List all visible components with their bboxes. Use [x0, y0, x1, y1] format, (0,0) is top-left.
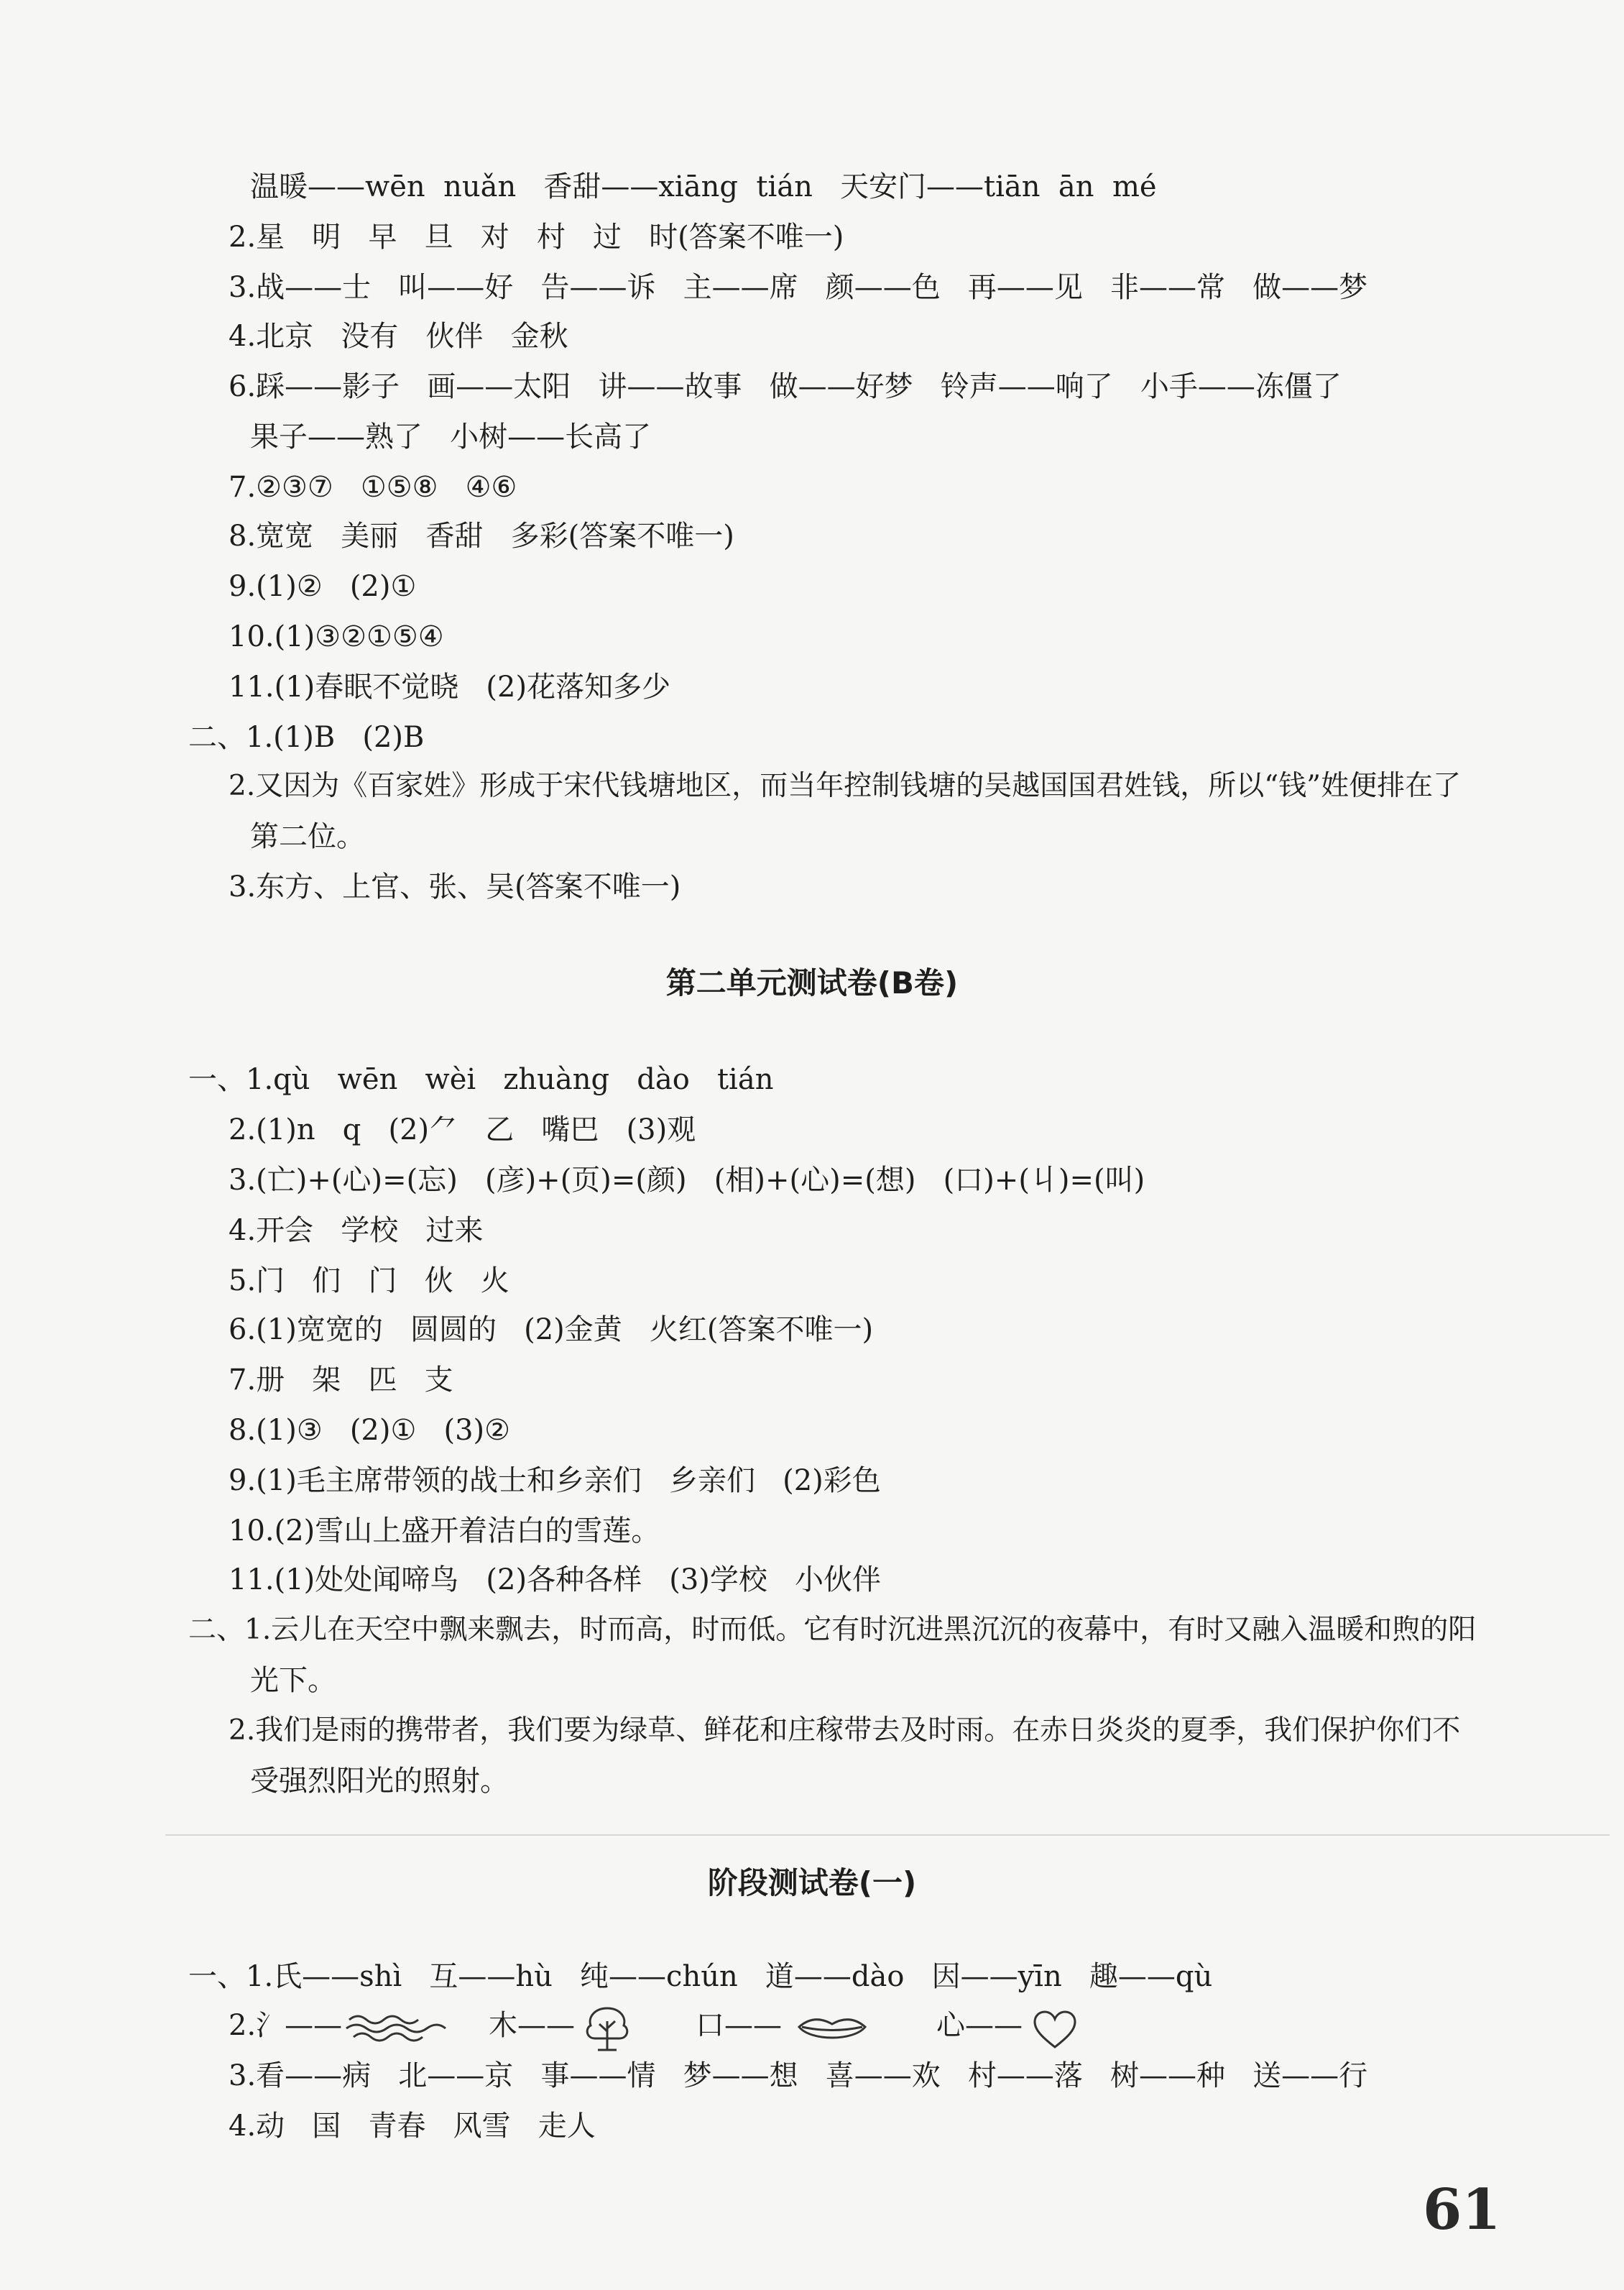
radical-water-label: 2.氵——	[229, 2009, 343, 2042]
answer-line: 二、1.(1)B (2)B	[188, 721, 425, 754]
answer-line: 受强烈阳光的照射。	[250, 1765, 509, 1798]
answer-line: 5.门 们 门 伙 火	[229, 1264, 509, 1297]
answer-line: 一、1.氏——shì 互——hù 纯——chún 道——dào 因——yīn 趣——qù	[188, 1960, 1213, 1993]
answer-line: 3.战——士 叫——好 告——诉 主——席 颜——色 再——见 非——常 做——梦	[229, 271, 1368, 304]
answer-line: 一、1.qù wēn wèi zhuàng dào tián	[188, 1063, 774, 1096]
answer-line: 4.开会 学校 过来	[229, 1214, 484, 1247]
answer-line: 9.(1)② (2)①	[229, 570, 417, 603]
answer-line: 果子——熟了 小树——长高了	[250, 420, 652, 454]
section-title: 第二单元测试卷(B卷)	[665, 965, 959, 1001]
answer-line: 10.(1)③②①⑤④	[229, 620, 444, 653]
answer-line: 6.(1)宽宽的 圆圆的 (2)金黄 火红(答案不唯一)	[229, 1313, 874, 1346]
mouth-lips-icon	[796, 2013, 868, 2046]
answer-line: 第二位。	[250, 820, 365, 853]
answer-line: 11.(1)春眠不觉晓 (2)花落知多少	[229, 671, 671, 704]
answer-line: 10.(2)雪山上盛开着洁白的雪莲。	[229, 1514, 660, 1548]
answer-line: 3.看——病 北——京 事——情 梦——想 喜——欢 村——落 树——种 送——行	[229, 2059, 1368, 2092]
radical-wood-label: 木——	[489, 2009, 575, 2042]
answer-line: 9.(1)毛主席带领的战士和乡亲们 乡亲们 (2)彩色	[229, 1464, 881, 1497]
answer-line: 6.踩——影子 画——太阳 讲——故事 做——好梦 铃声——响了 小手——冻僵了	[229, 370, 1342, 403]
answer-line: 7.册 架 匹 支	[229, 1364, 453, 1397]
answer-line: 8.(1)③ (2)① (3)②	[229, 1414, 511, 1447]
answer-line: 3.东方、上官、张、吴(答案不唯一)	[229, 870, 681, 903]
heart-icon	[1032, 2010, 1078, 2050]
answer-line: 2.(1)n q (2)⺈ 乙 嘴巴 (3)观	[229, 1113, 696, 1146]
answer-line: 8.宽宽 美丽 香甜 多彩(答案不唯一)	[229, 520, 734, 553]
answer-line: 7.②③⑦ ①⑤⑧ ④⑥	[229, 471, 517, 504]
answer-line: 11.(1)处处闻啼鸟 (2)各种各样 (3)学校 小伙伴	[229, 1563, 882, 1596]
answer-line: 温暖——wēn nuǎn 香甜——xiāng tián 天安门——tiān ān mé	[250, 170, 1157, 203]
tree-icon	[582, 2005, 632, 2053]
page-number: 61	[1423, 2177, 1501, 2243]
answer-line: 3.(亡)+(心)=(忘) (彦)+(页)=(颜) (相)+(心)=(想) (口)+(丩)=(叫)	[229, 1164, 1145, 1197]
radical-mouth-label: 口——	[696, 2009, 782, 2042]
answer-line: 2.又因为《百家姓》形成于宋代钱塘地区，而当年控制钱塘的吴越国国君姓钱，所以“钱”姓便排在了	[229, 770, 1462, 802]
section-title: 阶段测试卷(一)	[707, 1865, 917, 1900]
radical-picture-row	[229, 2005, 1163, 2056]
answer-line: 二、1.云儿在天空中飘来飘去，时而高，时而低。它有时沉进黑沉沉的夜幕中，有时又融入温暖和煦的阳	[188, 1614, 1477, 1646]
answer-line: 2.我们是雨的携带者，我们要为绿草、鲜花和庄稼带去及时雨。在赤日炎炎的夏季，我们保护你们不	[229, 1714, 1461, 1747]
answer-line: 4.动 国 青春 风雪 走人	[229, 2110, 596, 2143]
water-waves-icon	[343, 2010, 451, 2046]
answer-line: 光下。	[250, 1664, 336, 1697]
answer-line: 2.星 明 早 旦 对 村 过 时(答案不唯一)	[229, 221, 844, 254]
section-divider	[165, 1834, 1610, 1836]
answer-line: 4.北京 没有 伙伴 金秋	[229, 320, 568, 353]
radical-heart-label: 心——	[936, 2009, 1023, 2042]
